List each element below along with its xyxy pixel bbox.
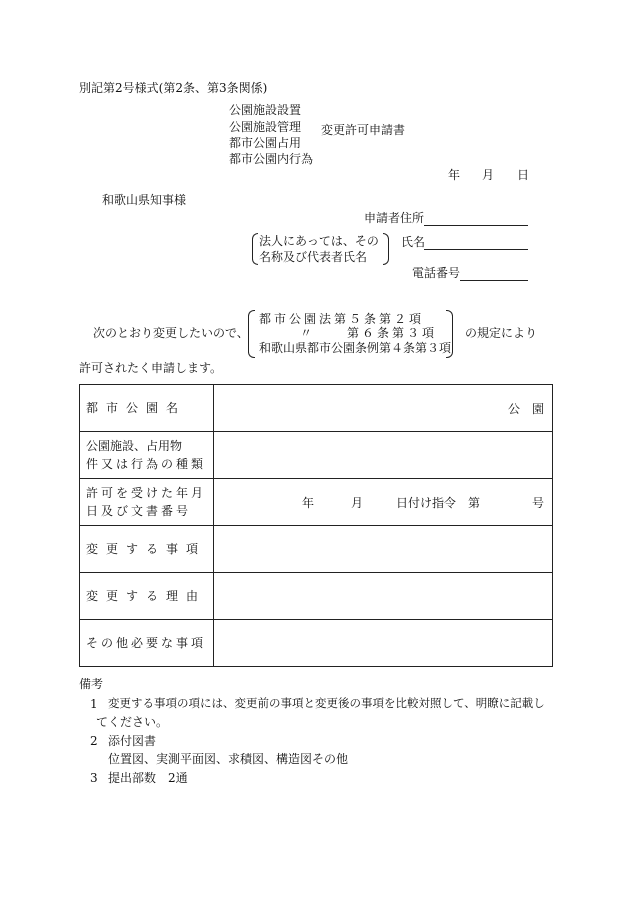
law-ditto: 〃: [300, 326, 313, 340]
change-reason-field[interactable]: [214, 573, 553, 620]
table-row: [80, 385, 553, 432]
row-label: 公園施設、占用物 件又は行為の種類: [80, 432, 214, 479]
date-month: 月: [482, 168, 495, 182]
phone-field[interactable]: [460, 280, 528, 281]
form-title: 変更許可申請書: [321, 123, 406, 137]
table-row: [80, 526, 553, 573]
body-trail: の規定により: [465, 326, 538, 340]
park-suffix: 公 園: [507, 402, 544, 416]
row-label: 許可を受けた年月 日及び文書番号: [80, 479, 214, 526]
permit-month: 月: [351, 496, 364, 510]
row-label: その他必要な事項: [80, 620, 214, 667]
name-label: 氏名: [401, 235, 426, 249]
remark-2-line2: 位置図、実測平面図、求積図、構造図その他: [108, 752, 349, 766]
change-items-field[interactable]: [214, 526, 553, 573]
law-line3: 和歌山県都市公園条例第４条第３項: [259, 341, 452, 355]
subject-option-4: 都市公園内行為: [229, 152, 314, 166]
subject-option-2: 公園施設管理: [229, 120, 302, 134]
subject-option-1: 公園施設設置: [229, 103, 302, 117]
remark-2-line1: 添付図書: [108, 734, 157, 748]
facility-type-field[interactable]: [214, 432, 553, 479]
corp-note-bracket-right: [383, 233, 389, 265]
row-label: 都市公園名: [80, 385, 214, 432]
phone-label: 電話番号: [412, 266, 461, 280]
remark-1-line1: 変更する事項の項には、変更前の事項と変更後の事項を比較対照して、明瞭に記載し: [108, 696, 545, 710]
remarks-title: 備考: [79, 677, 104, 691]
date-year: 年: [448, 168, 461, 182]
date-day: 日: [517, 168, 530, 182]
corp-note-line2: 名称及び代表者氏名: [259, 250, 368, 264]
address-field[interactable]: [424, 225, 528, 226]
remark-3-line1: 提出部数 2通: [108, 771, 188, 785]
corp-note-line1: 法人にあっては、その: [259, 234, 379, 248]
body-lead: 次のとおり変更したいので、: [93, 326, 249, 340]
name-field[interactable]: [424, 249, 528, 250]
table-row: [80, 573, 553, 620]
remark-1-num: 1: [90, 697, 98, 711]
body-line2: 許可されたく申請します。: [79, 361, 223, 375]
row-label: 変更する理由: [80, 573, 214, 620]
form-number: 別記第2号様式(第2条、第3条関係): [79, 81, 268, 95]
remark-1-line2: てください。: [96, 715, 169, 729]
application-table: [79, 384, 553, 667]
remark-2-num: 2: [90, 734, 98, 748]
table-row: [80, 479, 553, 526]
law-bracket-right: [446, 310, 453, 358]
law-line2: 第６条第３項: [347, 326, 438, 340]
permit-year: 年: [302, 496, 315, 510]
table-row: [80, 432, 553, 479]
other-items-field[interactable]: [214, 620, 553, 667]
permit-directive: 日付け指令 第: [396, 496, 481, 510]
subject-option-3: 都市公園占用: [229, 136, 302, 150]
law-bracket-left: [248, 310, 255, 358]
permit-number-suffix: 号: [531, 496, 544, 510]
row-label: 変更する事項: [80, 526, 214, 573]
park-name-field[interactable]: [214, 385, 553, 432]
law-line1: 都市公園法第５条第２項: [259, 312, 425, 326]
table-row: [80, 620, 553, 667]
remark-3-num: 3: [90, 771, 98, 785]
address-label: 申請者住所: [364, 211, 425, 225]
permit-date-number-field[interactable]: [214, 479, 553, 526]
corp-note-bracket-left: [252, 233, 258, 265]
recipient: 和歌山県知事様: [102, 193, 187, 207]
